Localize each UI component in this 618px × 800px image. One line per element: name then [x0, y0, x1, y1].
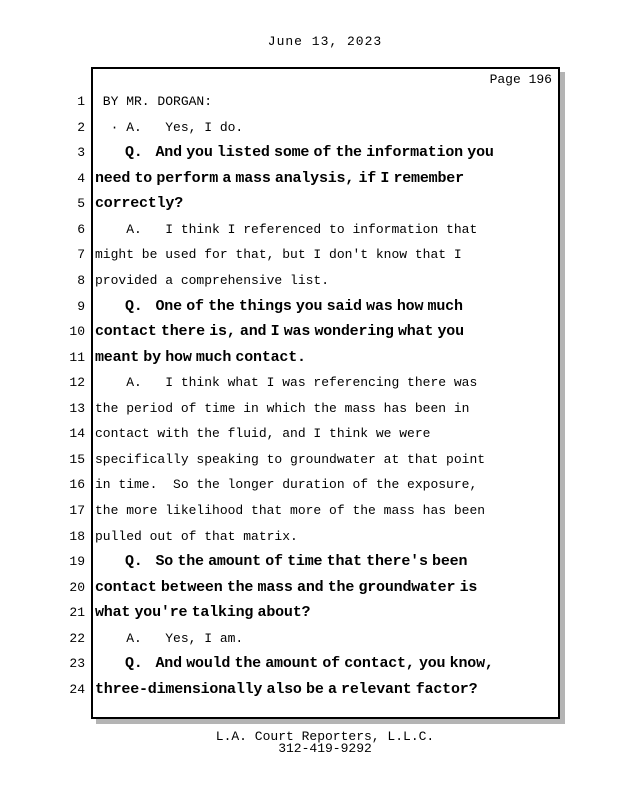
line-text: · A. Yes, I do.	[95, 119, 244, 135]
line-text: need to perform a mass analysis, if I remember	[95, 169, 464, 187]
line-number: 8	[77, 272, 85, 288]
transcript-line	[0, 396, 618, 422]
line-text: A. I think I referenced to information that	[95, 221, 478, 237]
transcript-line	[0, 319, 618, 345]
line-number: 2	[77, 119, 85, 135]
transcript-line	[0, 268, 618, 294]
line-text: Q. And would the amount of contact, you know,	[125, 655, 494, 673]
transcript-line	[0, 345, 618, 371]
line-number: 24	[69, 681, 85, 697]
transcript-line	[0, 651, 618, 677]
date-header: June 13, 2023	[267, 34, 383, 49]
transcript-line	[0, 524, 618, 550]
line-text: provided a comprehensive list.	[95, 272, 330, 288]
line-text: meant by how much contact.	[95, 348, 306, 366]
line-text: contact between the mass and the groundwater is	[95, 578, 478, 596]
line-number: 23	[69, 656, 85, 672]
transcript-line	[0, 472, 618, 498]
line-text: in time. So the longer duration of the exposure,	[95, 477, 478, 493]
transcript-line	[0, 498, 618, 524]
line-number: 14	[69, 426, 85, 442]
page-number-label: Page 196	[489, 72, 552, 87]
line-text: A. Yes, I am.	[95, 630, 244, 646]
transcript-line	[0, 89, 618, 115]
line-number: 11	[69, 349, 85, 365]
line-number: 15	[69, 451, 85, 467]
transcript-body	[0, 89, 618, 703]
line-text: contact there is, and I was wondering what you	[95, 323, 464, 341]
line-number: 4	[77, 170, 85, 186]
line-number: 1	[77, 94, 85, 109]
transcript-line	[0, 115, 618, 141]
line-text: A. I think what I was referencing there was	[95, 375, 478, 391]
line-number: 20	[69, 579, 85, 595]
line-text: the more likelihood that more of the mass has been	[95, 503, 486, 518]
line-number: 21	[69, 605, 85, 621]
line-number: 10	[69, 324, 85, 340]
transcript-line	[0, 575, 618, 601]
transcript-line	[0, 294, 618, 320]
line-number: 5	[77, 196, 85, 212]
line-number: 12	[69, 375, 85, 391]
line-number: 16	[69, 477, 85, 493]
line-text: Q. One of the things you said was how much	[125, 297, 463, 315]
transcript-line	[0, 191, 618, 217]
line-number: 17	[69, 503, 85, 518]
line-number: 7	[77, 247, 85, 263]
transcript-line	[0, 421, 618, 447]
transcript-line	[0, 447, 618, 473]
line-text: specifically speaking to groundwater at that point	[95, 451, 486, 467]
line-number: 3	[77, 145, 85, 161]
line-text: Q. And you listed some of the information you	[125, 144, 494, 162]
line-text: the period of time in which the mass has been in	[95, 400, 470, 416]
line-number: 18	[69, 528, 85, 544]
transcript-line	[0, 370, 618, 396]
line-text: correctly?	[95, 195, 184, 213]
reporter-company: L.A. Court Reporters, L.L.C.	[215, 729, 435, 744]
line-number: 6	[77, 221, 85, 237]
transcript-line	[0, 242, 618, 268]
transcript-line	[0, 600, 618, 626]
line-text: contact with the fluid, and I think we were	[95, 426, 431, 442]
line-number: 9	[77, 298, 85, 314]
line-number: 19	[69, 554, 85, 570]
line-text: pulled out of that matrix.	[95, 528, 298, 544]
reporter-phone: 312-419-9292	[278, 740, 372, 756]
line-number: 13	[69, 400, 85, 416]
transcript-line	[0, 140, 618, 166]
transcript-line	[0, 549, 618, 575]
line-text: might be used for that, but I don't know that I	[95, 247, 462, 263]
line-number: 22	[69, 630, 85, 646]
reporter-footer	[91, 731, 559, 754]
transcript-line	[0, 677, 618, 703]
transcript-line	[0, 166, 618, 192]
transcript-line	[0, 217, 618, 243]
line-text: what you're talking about?	[95, 604, 311, 622]
transcript-line	[0, 626, 618, 652]
line-text: Q. So the amount of time that there's been	[125, 553, 468, 571]
line-text: BY MR. DORGAN:	[95, 94, 213, 109]
line-text: three-dimensionally also be a relevant factor?	[95, 680, 478, 698]
